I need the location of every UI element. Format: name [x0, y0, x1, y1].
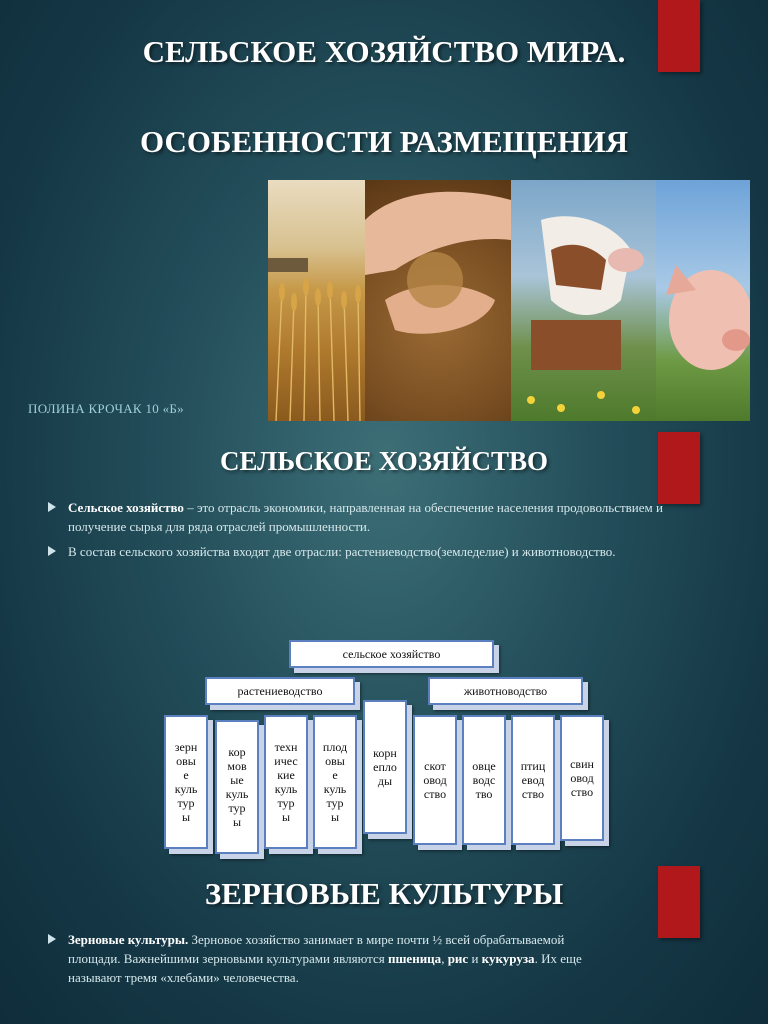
grain-in-hands-image: [365, 180, 511, 421]
author-caption: ПОЛИНА КРОЧАК 10 «Б»: [28, 401, 184, 416]
cow-photo: [511, 180, 656, 421]
diagram-branch-crops: растениеводство: [205, 677, 355, 705]
main-title-line1: СЕЛЬСКОЕ ХОЗЯЙСТВО МИРА.: [142, 34, 626, 69]
diagram-leaf-fruit: плод овы е куль тур ы: [313, 715, 357, 849]
corn-bold: кукуруза: [481, 951, 535, 966]
slide-grain-crops: [0, 860, 768, 1024]
bullet-marker-icon: [48, 502, 56, 512]
grain-sep-1: ,: [441, 951, 448, 966]
diagram-branch-livestock: животноводство: [428, 677, 583, 705]
rice-bold: рис: [447, 951, 469, 966]
diagram-root: сельское хозяйство: [289, 640, 494, 668]
definition-bullets: [48, 498, 678, 567]
bullet-grain-crops: [48, 930, 608, 987]
diagram-leaf-sheep: овце водс тво: [462, 715, 506, 845]
wheat-field-image: [268, 180, 365, 421]
term-bold: Сельское хозяйство: [68, 500, 184, 515]
grain-term-bold: Зерновые культуры.: [68, 932, 189, 947]
diagram-leaf-fodder: кор мов ые куль тур ы: [215, 720, 259, 854]
diagram-leaf-cattle: скот овод ство: [413, 715, 457, 845]
bullet-definition: [48, 498, 678, 536]
diagram-leaf-pigs: свин овод ство: [560, 715, 604, 841]
slide-title: [0, 0, 768, 430]
grain-text-2: . Их еще называют тремя «хлебами» человечества.: [68, 951, 582, 985]
diagram-leaf-grain: зерн овы е куль тур ы: [164, 715, 208, 849]
grain-sep-2: и: [468, 951, 482, 966]
grain-bullets: [48, 930, 608, 993]
bullet-marker-icon: [48, 934, 56, 944]
definition-text: – это отрасль экономики, направленная на обеспечение населения продовольствием и получение сырья для ряда отраслей промышленности.: [68, 500, 663, 534]
diagram-leaf-poultry: птиц евод ство: [511, 715, 555, 845]
slide2-title: СЕЛЬСКОЕ ХОЗЯЙСТВО: [220, 446, 548, 476]
wheat-field-photo: [268, 180, 365, 421]
diagram-leaf-industrial: техн ичес кие куль тур ы: [264, 715, 308, 849]
diagram-leaf-root-crops: корн еплo ды: [363, 700, 407, 834]
cow-image: [511, 180, 656, 421]
slide-agriculture: [0, 430, 768, 860]
wheat-bold: пшеница: [387, 951, 442, 966]
slide3-title: ЗЕРНОВЫЕ КУЛЬТУРЫ: [204, 876, 564, 911]
pig-image: [656, 180, 750, 421]
agriculture-photo-collage: [268, 180, 750, 421]
pig-photo: [656, 180, 750, 421]
composition-text: В состав сельского хозяйства входят две отрасли: растениеводство(земледелие) и животноводство.: [68, 544, 616, 559]
grain-text-1: Зерновое хозяйство занимает в мире почти ½ всей обрабатываемой площади. Важнейшими зерновыми культурами являются: [68, 932, 565, 966]
main-title-line2: ОСОБЕННОСТИ РАЗМЕЩЕНИЯ: [139, 124, 629, 159]
bullet-composition: [48, 542, 678, 561]
bullet-marker-icon: [48, 546, 56, 556]
grain-hands-photo: [365, 180, 511, 421]
